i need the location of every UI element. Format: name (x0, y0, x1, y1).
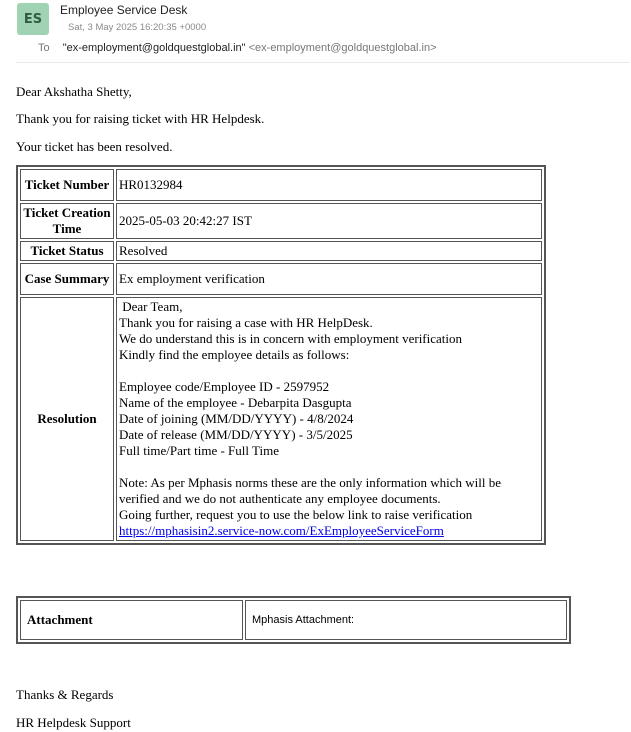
resolution-cell (116, 297, 542, 541)
recipient-name[interactable]: "ex-employment@goldquestglobal.in" (62, 42, 246, 54)
ticket-status-value: Resolved (116, 241, 542, 261)
sender-name[interactable]: Employee Service Desk (60, 3, 188, 17)
table-row (20, 263, 542, 295)
table-row (20, 297, 542, 541)
greeting: Dear Akshatha Shetty, (16, 84, 132, 99)
table-row (20, 203, 542, 239)
ticket-details-table (16, 165, 546, 545)
ticket-creation-time-value: 2025-05-03 20:42:27 IST (116, 203, 542, 239)
closing-text: Thanks & Regards (16, 687, 114, 702)
recipient-row (38, 42, 437, 54)
table-row (20, 169, 542, 201)
signature-text: HR Helpdesk Support (16, 715, 131, 730)
attachment-label: Attachment (20, 600, 243, 640)
ticket-creation-time-label: Ticket Creation Time (20, 203, 114, 239)
intro-text: Thank you for raising ticket with HR Helpdesk. (16, 111, 265, 126)
resolution-label: Resolution (20, 297, 114, 541)
case-summary-value: Ex employment verification (116, 263, 542, 295)
sent-date: Sat, 3 May 2025 16:20:35 +0000 (68, 22, 207, 33)
email-header (0, 0, 631, 62)
sender-avatar: ES (17, 3, 49, 35)
attachment-value: Mphasis Attachment: (245, 600, 567, 640)
table-row (20, 600, 567, 640)
recipient-address[interactable]: <ex-employment@goldquestglobal.in> (248, 42, 437, 54)
table-row (20, 241, 542, 261)
resolution-text: Dear Team, Thank you for raising a case with HR HelpDesk. We do understand this is in concern with employment verification Kindly find the employee details as follows: Employee code/Employee ID - 2597952 Name of the employee - Debarpita Dasgupta Date of joining (MM/DD/YYYY) - 4/8/2024 Date of release (MM/DD/YYYY) - 3/5/2025 Full time/Part time - Full Time Note: As per Mphasis norms these are the only information which will be verified and we do not authenticate any employee documents. Going further, request you to use the below link to raise verification (119, 299, 501, 522)
ticket-status-label: Ticket Status (20, 241, 114, 261)
ticket-number-value: HR0132984 (116, 169, 542, 201)
to-label: To (38, 42, 50, 54)
case-summary-label: Case Summary (20, 263, 114, 295)
header-divider (16, 62, 630, 63)
status-text: Your ticket has been resolved. (16, 139, 173, 154)
ticket-number-label: Ticket Number (20, 169, 114, 201)
attachment-table (16, 596, 571, 644)
verification-link[interactable]: https://mphasisin2.service-now.com/ExEmployeeServiceForm (119, 523, 444, 538)
